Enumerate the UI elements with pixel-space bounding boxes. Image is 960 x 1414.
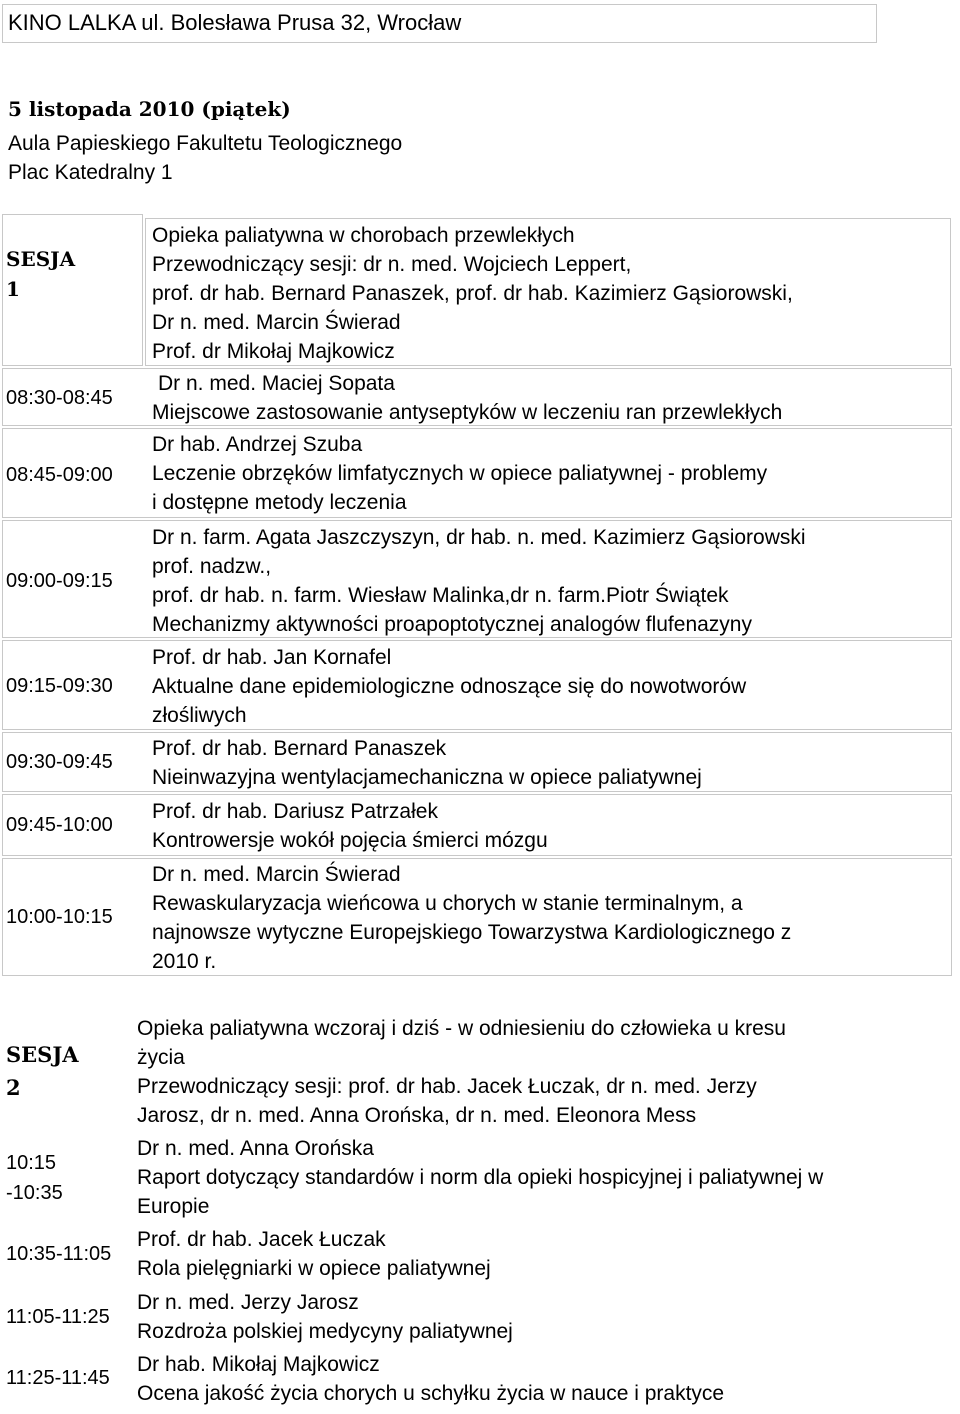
cinema-address: KINO LALKA ul. Bolesława Prusa 32, Wrocław [8, 10, 462, 35]
day-address: Plac Katedralny 1 [8, 161, 173, 184]
talk-time: 09:00-09:15 [6, 570, 113, 592]
talk-time: 08:30-08:45 [6, 387, 113, 409]
session2-label: SESJA 2 [6, 1042, 79, 1100]
day-venue: Aula Papieskiego Fakultetu Teologicznego [8, 132, 403, 155]
session1-heading: Opieka paliatywna w chorobach przewlekłych Przewodniczący sesji: dr n. med. Wojciech Leppert, prof. dr hab. Bernard Panaszek, prof. dr hab. Kazimierz Gąsiorowski, Dr n. med. Marcin Świerad Prof. dr Mikołaj Majkowicz [152, 224, 793, 363]
talk-details: Prof. dr hab. Dariusz Patrzałek Kontrowersje wokół pojęcia śmierci mózgu [152, 800, 548, 852]
talk-time: 08:45-09:00 [6, 464, 113, 486]
session1-label: SESJA 1 [6, 247, 76, 301]
talk-details: Dr hab. Mikołaj Majkowicz Ocena jakość życia chorych u schyłku życia w nauce i praktyce [137, 1353, 725, 1405]
talk-time: 09:15-09:30 [6, 675, 113, 697]
talk-details: Dr n. med. Jerzy Jarosz Rozdroża polskiej medycyny paliatywnej [137, 1291, 513, 1343]
talk-details: Prof. dr hab. Jacek Łuczak Rola pielęgniarki w opiece paliatywnej [137, 1228, 491, 1280]
talk-details: Dr n. farm. Agata Jaszczyszyn, dr hab. n. med. Kazimierz Gąsiorowski prof. nadzw., prof. dr hab. n. farm. Wiesław Malinka,dr n. farm.Piotr Świątek Mechanizmy aktywności proapoptotycznej analogów flufenazyny [152, 526, 806, 636]
talk-time: 09:30-09:45 [6, 751, 113, 773]
talk-time: 10:15 -10:35 [6, 1152, 63, 1204]
talk-details: Dr n. med. Maciej Sopata Miejscowe zastosowanie antyseptyków w leczeniu ran przewlekłych [152, 372, 783, 424]
talk-time: 11:05-11:25 [6, 1306, 110, 1328]
talk-time: 09:45-10:00 [6, 814, 113, 836]
talk-time: 10:35-11:05 [6, 1243, 112, 1265]
talk-time: 10:00-10:15 [6, 906, 113, 928]
talk-details: Dr n. med. Marcin Świerad Rewaskularyzacja wieńcowa u chorych w stanie terminalnym, a najnowsze wytyczne Europejskiego Towarzystwa Kardiologicznego z 2010 r. [152, 863, 792, 973]
talk-details: Dr hab. Andrzej Szuba Leczenie obrzęków limfatycznych w opiece paliatywnej - problemy i dostępne metody leczenia [152, 433, 768, 514]
talk-details: Prof. dr hab. Bernard Panaszek Nieinwazyjna wentylacjamechaniczna w opiece paliatywnej [152, 737, 702, 789]
talk-time: 11:25-11:45 [6, 1367, 110, 1389]
session2-heading: Opieka paliatywna wczoraj i dziś - w odniesieniu do człowieka u kresu życia Przewodniczący sesji: prof. dr hab. Jacek Łuczak, dr n. med. Jerzy Jarosz, dr n. med. Anna Orońska, dr n. med. Eleonora Mess [137, 1017, 786, 1127]
talk-details: Prof. dr hab. Jan Kornafel Aktualne dane epidemiologiczne odnoszące się do nowotworów złośliwych [152, 646, 747, 727]
talk-details: Dr n. med. Anna Orońska Raport dotyczący standardów i norm dla opieki hospicyjnej i paliatywnej w Europie [137, 1137, 824, 1218]
day-date: 5 listopada 2010 (piątek) [8, 97, 291, 121]
